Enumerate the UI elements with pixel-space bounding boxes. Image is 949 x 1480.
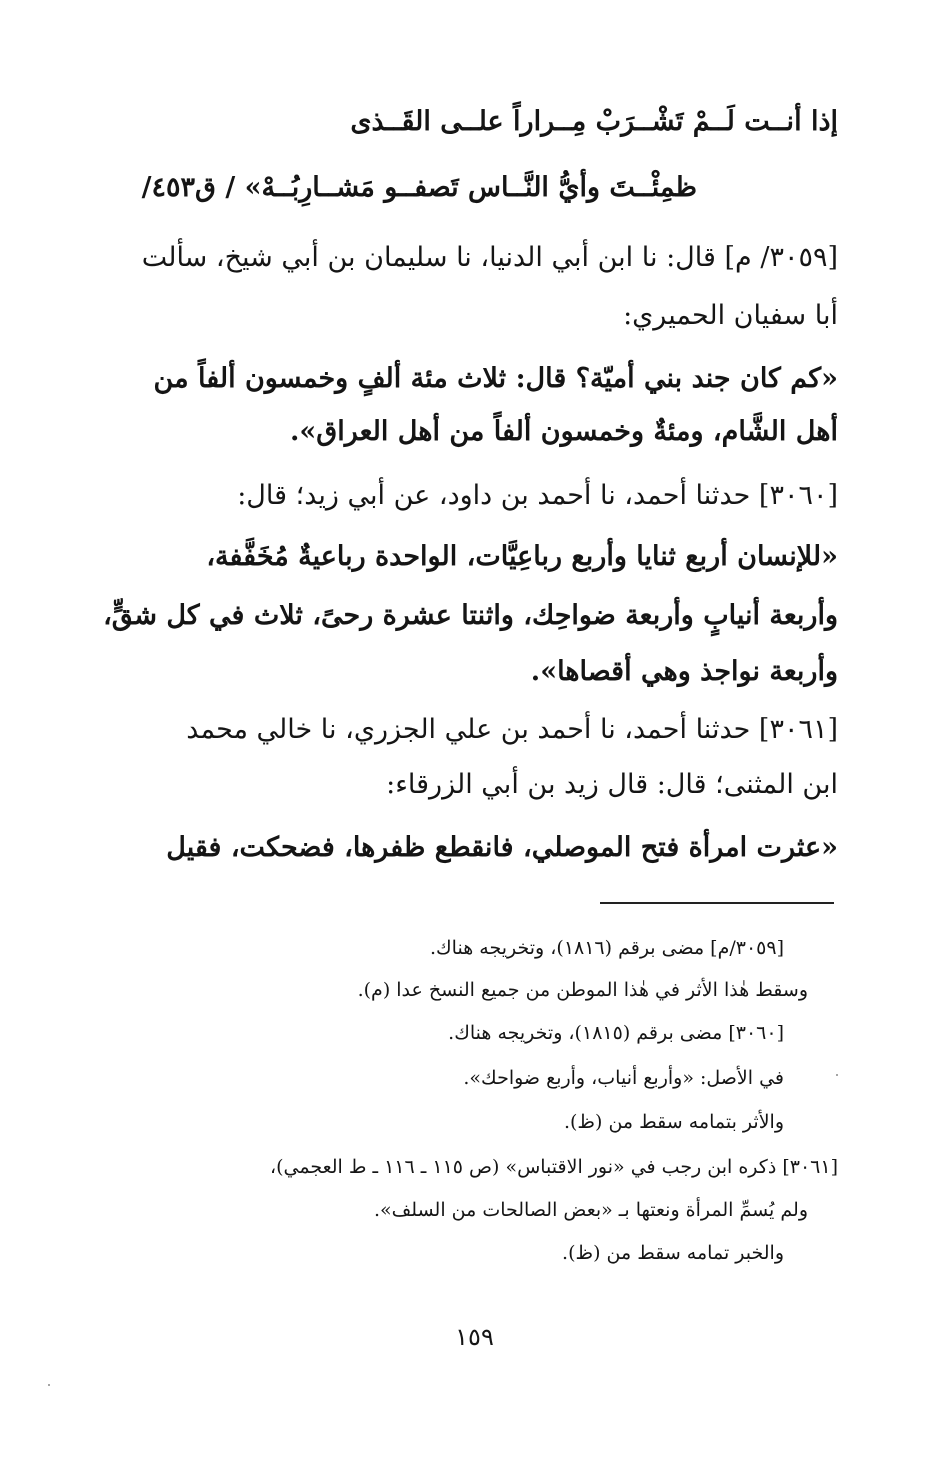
narration-3060-line-1: [٣٠٦٠] حدثنا أحمد، نا أحمد بن داود، عن أبي زيد؛ قال: <box>237 480 838 511</box>
footnote-separator <box>600 902 834 904</box>
footnote-3060-line-1: [٣٠٦٠] مضى برقم (١٨١٥)، وتخريجه هناك. <box>448 1022 784 1044</box>
footnote-3061-line-3: والخبر تمامه سقط من (ظ). <box>562 1242 784 1264</box>
quote-3060-line-3: وأربعة نواجذ وهي أقصاها». <box>530 656 838 687</box>
footnote-3061-line-1: [٣٠٦١] ذكره ابن رجب في «نور الاقتباس» (ص ١١٥ ـ ١١٦ ـ ط العجمي)، <box>269 1156 838 1178</box>
page-number: ١٥٩ <box>455 1323 494 1351</box>
quote-3060-line-1: «للإنسان أربع ثنايا وأربع رباعِيَّات، الواحدة رباعيةٌ مُخَفَّفة، <box>206 541 838 572</box>
footnote-3059-line-1: [٣٠٥٩/م] مضى برقم (١٨١٦)، وتخريجه هناك. <box>429 937 784 959</box>
narration-3061-line-1: [٣٠٦١] حدثنا أحمد، نا أحمد بن علي الجزري، نا خالي محمد <box>186 714 838 745</box>
footnote-3059-line-2: وسقط هٰذا الأثر في هٰذا الموطن من جميع النسخ عدا (م). <box>357 979 808 1001</box>
narration-3059-line-2: أبا سفيان الحميري: <box>623 300 838 331</box>
footnote-3060-line-2: في الأصل: «وأربع أنياب، وأربع ضواحك». <box>463 1067 784 1089</box>
narration-3061-line-2: ابن المثنى؛ قال: قال زيد بن أبي الزرقاء: <box>386 769 838 800</box>
scan-speck <box>836 1074 838 1076</box>
footnote-3060-line-3: والأثر بتمامه سقط من (ظ). <box>563 1111 784 1133</box>
quote-3059-line-1: «كم كان جند بني أميّة؟ قال: ثلاث مئة ألفٍ وخمسون ألفاً من <box>153 363 838 394</box>
scan-speck <box>48 1384 50 1386</box>
narration-3059-line-1: [٣٠٥٩/ م] قال: نا ابن أبي الدنيا، نا سليمان بن أبي شيخ، سألت <box>141 242 838 273</box>
footnote-3061-line-2: ولم يُسمِّ المرأة ونعتها بـ «بعض الصالحات من السلف». <box>373 1199 808 1221</box>
quote-3059-line-2: أهل الشَّام، ومئةٌ وخمسون ألفاً من أهل العراق». <box>290 416 838 447</box>
poem-verse-line-2: ظمِئْــتَ وأيُّ النَّــاس تَصفــو مَشــارِبُــهْ» / ق٤٥٣/ <box>141 172 697 203</box>
poem-verse-line-1: إذا أنــت لَــمْ تَشْــرَبْ مِــراراً علــى القَــذى <box>350 106 838 137</box>
quote-3061-line-1: «عثرت امرأة فتح الموصلي، فانقطع ظفرها، فضحكت، فقيل <box>166 832 838 863</box>
quote-3060-line-2: وأربعة أنيابٍ وأربعة ضواحِك، واثنتا عشرة رحىً، ثلاث في كل شقٍّ، <box>103 600 838 631</box>
